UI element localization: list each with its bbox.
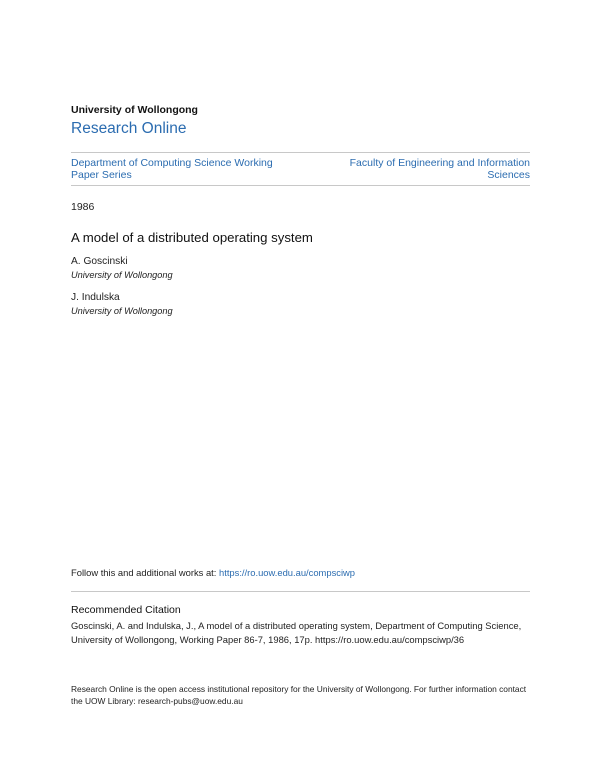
citation-body: Goscinski, A. and Indulska, J., A model of a distributed operating system, Department of Computing Science, University of Wollongong, Working Paper 86-7, 1986, 17p. https://ro.uow.edu.au/compsciwp/36 [71,620,522,645]
paper-title: A model of a distributed operating system [71,230,313,245]
institution-name: University of Wollongong [71,104,198,116]
research-online-link[interactable]: Research Online [71,120,187,137]
author-affiliation: University of Wollongong [71,306,173,316]
author-name: A. Goscinski [71,256,128,267]
follow-line [71,567,355,578]
follow-link[interactable]: https://ro.uow.edu.au/compsciwp [219,567,356,578]
divider-top [71,152,530,153]
author-affiliation: University of Wollongong [71,270,173,280]
citation-heading: Recommended Citation [71,604,181,616]
series-link[interactable]: Department of Computing Science Working Paper Series [71,157,273,181]
divider-bottom [71,591,530,592]
divider-middle [71,185,530,186]
author-name: J. Indulska [71,292,120,303]
publication-year: 1986 [71,201,95,213]
repository-footer: Research Online is the open access institutional repository for the University of Wollongong. For further information contact the UOW Library: research-pubs@uow.edu.au [71,684,527,707]
faculty-link[interactable]: Faculty of Engineering and Information Sciences [349,157,530,181]
follow-text: Follow this and additional works at: [71,567,219,578]
